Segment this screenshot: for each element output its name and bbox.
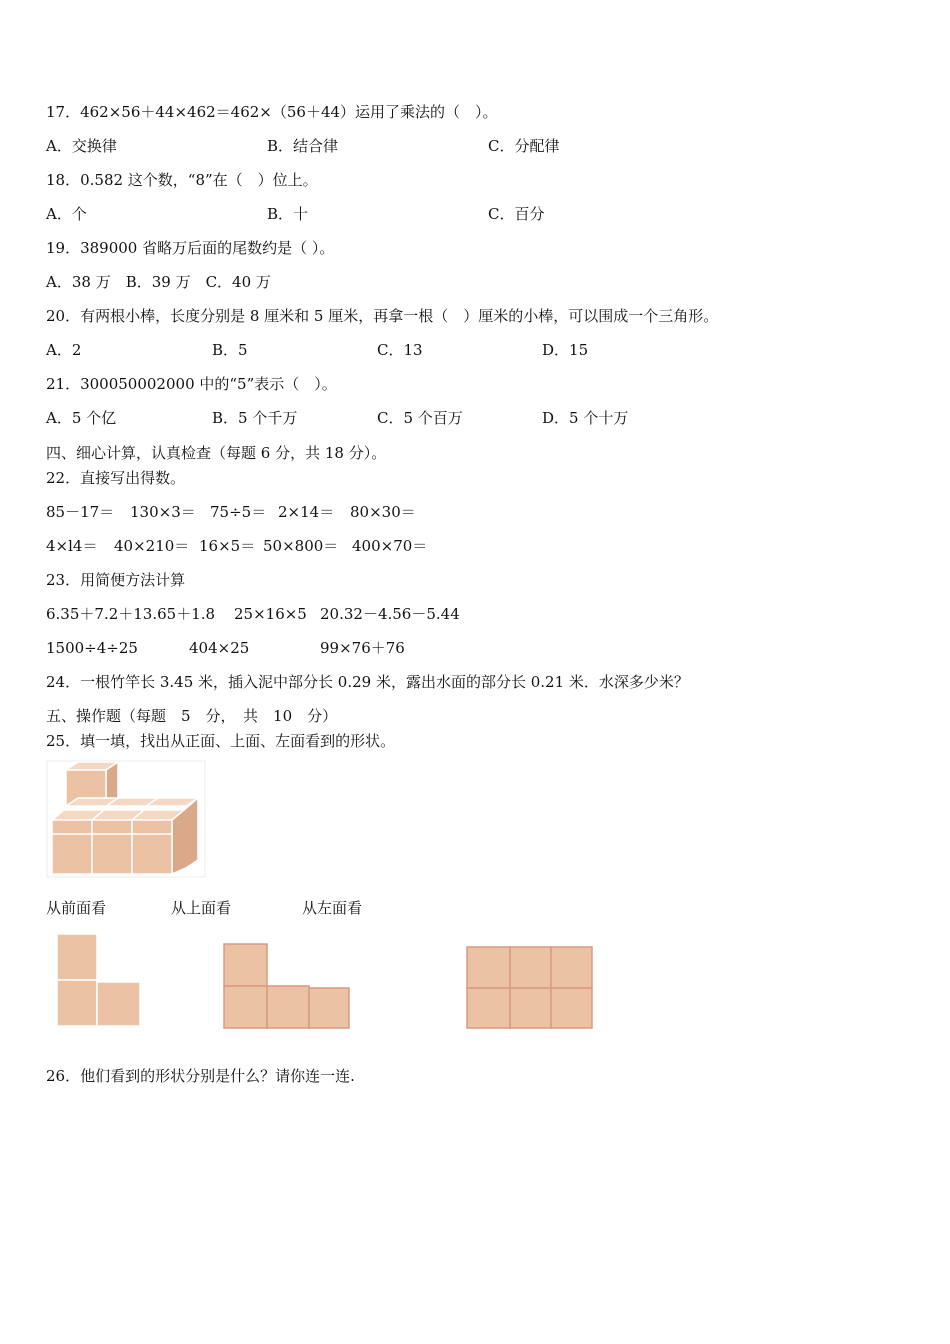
view-square — [267, 986, 309, 1028]
q17-option-a: A．交换律 — [46, 137, 117, 155]
q22-item: 130×3＝ — [130, 503, 196, 521]
view-shape-3 — [465, 945, 595, 1031]
q22-item: 80×30＝ — [350, 503, 416, 521]
cube-face — [52, 820, 92, 874]
view-square — [551, 947, 592, 988]
q20-option-d: D．15 — [542, 341, 589, 359]
q18-option-a: A．个 — [46, 205, 87, 223]
view-square — [57, 980, 97, 1026]
view-shape-2 — [222, 942, 352, 1030]
view-square — [510, 988, 551, 1028]
q25-stem: 25．填一填，找出从正面、上面、左面看到的形状。 — [46, 732, 396, 750]
cube-face — [132, 820, 172, 874]
q18-option-c: C．百分 — [488, 205, 545, 223]
q22-item: 2×14＝ — [278, 503, 335, 521]
view-square — [57, 934, 97, 980]
section5-title: 五、操作题（每题 5 分， 共 10 分） — [46, 707, 338, 725]
q22-item: 50×800＝ — [263, 537, 339, 555]
q22-item: 75÷5＝ — [210, 503, 267, 521]
label-left-view: 从左面看 — [302, 899, 363, 917]
q22-item: 16×5＝ — [199, 537, 256, 555]
section4-title: 四、细心计算，认真检查（每题 6 分，共 18 分）。 — [46, 444, 387, 462]
label-top-view: 从上面看 — [171, 899, 232, 917]
q18-stem: 18．0.582 这个数，“8”在（ ）位上。 — [46, 171, 318, 189]
q23-item: 404×25 — [189, 639, 250, 657]
q21-option-b: B．5 个千万 — [212, 409, 298, 427]
q21-option-c: C．5 个百万 — [377, 409, 463, 427]
q23-item: 25×16×5 — [234, 605, 307, 623]
view-square — [467, 988, 510, 1028]
q20-option-a: A．2 — [46, 341, 82, 359]
q17-stem: 17．462×56＋44×462＝462×（56＋44）运用了乘法的（ ）。 — [46, 103, 498, 121]
q21-option-d: D．5 个十万 — [542, 409, 629, 427]
q23-item: 99×76＋76 — [320, 639, 405, 657]
q20-stem: 20．有两根小棒，长度分别是 8 厘米和 5 厘米，再拿一根（ ）厘米的小棒，可以围成一个三角形。 — [46, 307, 719, 325]
q22-item: 4×l4＝ — [46, 537, 98, 555]
view-shape-1 — [54, 932, 144, 1028]
q23-item: 20.32－4.56－5.44 — [320, 605, 460, 623]
view-square — [551, 988, 592, 1028]
view-square — [97, 982, 140, 1026]
cube-face — [92, 820, 132, 874]
q22-item: 40×210＝ — [114, 537, 190, 555]
q23-stem: 23．用简便方法计算 — [46, 571, 186, 589]
q22-item: 85－17＝ — [46, 503, 115, 521]
q22-stem: 22．直接写出得数。 — [46, 469, 186, 487]
q26-stem: 26．他们看到的形状分别是什么？请你连一连. — [46, 1067, 355, 1085]
q19-stem: 19．389000 省略万后面的尾数约是（ ）。 — [46, 239, 335, 257]
q22-item: 400×70＝ — [352, 537, 428, 555]
q18-option-b: B．十 — [267, 205, 309, 223]
q20-option-c: C．13 — [377, 341, 423, 359]
q24-stem: 24．一根竹竿长 3.45 米，插入泥中部分长 0.29 米，露出水面的部分长 0.21 米．水深多少米？ — [46, 673, 689, 691]
q21-stem: 21．300050002000 中的“5”表示（ ）。 — [46, 375, 337, 393]
q21-option-a: A．5 个亿 — [46, 409, 117, 427]
q17-option-c: C．分配律 — [488, 137, 560, 155]
view-square — [224, 986, 267, 1028]
view-square — [224, 944, 267, 986]
cube-stack-figure — [46, 760, 206, 878]
view-square — [510, 947, 551, 988]
view-square — [309, 988, 349, 1028]
q20-option-b: B．5 — [212, 341, 248, 359]
q23-item: 1500÷4÷25 — [46, 639, 138, 657]
view-square — [467, 947, 510, 988]
q19-options: A．38 万 B．39 万 C．40 万 — [46, 273, 271, 291]
label-front-view: 从前面看 — [46, 899, 107, 917]
q23-item: 6.35＋7.2＋13.65＋1.8 — [46, 605, 216, 623]
q17-option-b: B．结合律 — [267, 137, 339, 155]
